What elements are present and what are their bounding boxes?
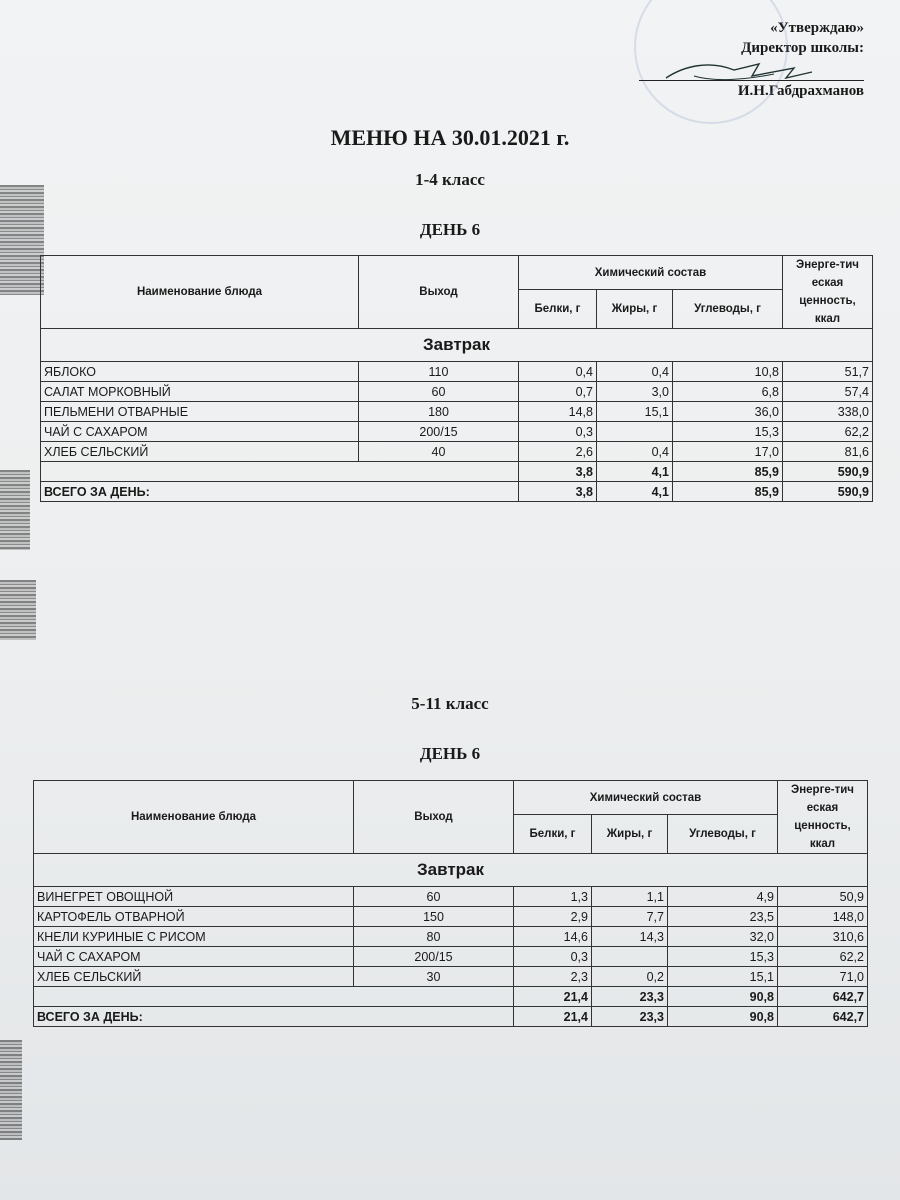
signature-line (639, 58, 864, 81)
fat-value: 15,1 (597, 402, 673, 422)
total-value: 90,8 (668, 1007, 778, 1027)
signature (664, 56, 814, 86)
protein-value: 0,7 (519, 382, 597, 402)
subtotal-value: 90,8 (668, 987, 778, 1007)
approval-line: «Утверждаю» (770, 20, 864, 36)
dish-name: ВИНЕГРЕТ ОВОЩНОЙ (34, 887, 354, 907)
table-row (41, 402, 873, 422)
protein-value: 1,3 (514, 887, 592, 907)
carbs-value: 15,3 (668, 947, 778, 967)
subtotal-row (41, 462, 873, 482)
dish-yield: 40 (359, 442, 519, 462)
header-fat: Жиры, г (597, 290, 673, 329)
table-row (41, 362, 873, 382)
carbs-value: 10,8 (673, 362, 783, 382)
carbs-value: 6,8 (673, 382, 783, 402)
total-value: 642,7 (778, 1007, 868, 1027)
total-row (34, 1007, 868, 1027)
dish-name: КНЕЛИ КУРИНЫЕ С РИСОМ (34, 927, 354, 947)
header-chem: Химический состав (519, 256, 783, 290)
header-energy: Энерге-тич еская ценность, ккал (778, 781, 868, 854)
header-dish: Наименование блюда (34, 781, 354, 854)
total-label: ВСЕГО ЗА ДЕНЬ: (41, 482, 519, 502)
dish-yield: 200/15 (354, 947, 514, 967)
table-row (41, 382, 873, 402)
subtotal-value: 642,7 (778, 987, 868, 1007)
total-value: 85,9 (673, 482, 783, 502)
menu-table (40, 255, 873, 502)
energy-value: 50,9 (778, 887, 868, 907)
subtotal-value: 21,4 (514, 987, 592, 1007)
meal-section: Завтрак (41, 329, 873, 362)
total-value: 23,3 (592, 1007, 668, 1027)
fat-value: 0,2 (592, 967, 668, 987)
page-title: МЕНЮ НА 30.01.2021 г. (330, 125, 570, 150)
energy-value: 148,0 (778, 907, 868, 927)
dish-yield: 200/15 (359, 422, 519, 442)
protein-value: 14,8 (519, 402, 597, 422)
header-carbs: Углеводы, г (673, 290, 783, 329)
subtotal-value: 23,3 (592, 987, 668, 1007)
protein-value: 2,9 (514, 907, 592, 927)
fat-value: 1,1 (592, 887, 668, 907)
day-heading: ДЕНЬ 6 (419, 220, 481, 239)
protein-value: 2,6 (519, 442, 597, 462)
carbs-value: 23,5 (668, 907, 778, 927)
energy-value: 71,0 (778, 967, 868, 987)
menu-table (33, 780, 868, 1027)
dish-name: ПЕЛЬМЕНИ ОТВАРНЫЕ (41, 402, 359, 422)
header-dish: Наименование блюда (41, 256, 359, 329)
grade-heading: 5-11 класс (411, 694, 489, 713)
dish-yield: 80 (354, 927, 514, 947)
scan-artifact (0, 185, 44, 295)
total-value: 21,4 (514, 1007, 592, 1027)
table-row (41, 442, 873, 462)
protein-value: 0,3 (514, 947, 592, 967)
total-label: ВСЕГО ЗА ДЕНЬ: (34, 1007, 514, 1027)
dish-name: ХЛЕБ СЕЛЬСКИЙ (41, 442, 359, 462)
energy-value: 310,6 (778, 927, 868, 947)
scan-artifact (0, 470, 30, 550)
protein-value: 2,3 (514, 967, 592, 987)
dish-name: ЯБЛОКО (41, 362, 359, 382)
fat-value: 0,4 (597, 442, 673, 462)
header-protein: Белки, г (519, 290, 597, 329)
header-protein: Белки, г (514, 815, 592, 854)
approval-block (639, 18, 864, 101)
subtotal-value: 3,8 (519, 462, 597, 482)
total-value: 4,1 (597, 482, 673, 502)
subtotal-row (34, 987, 868, 1007)
fat-value: 14,3 (592, 927, 668, 947)
total-value: 590,9 (783, 482, 873, 502)
carbs-value: 4,9 (668, 887, 778, 907)
carbs-value: 17,0 (673, 442, 783, 462)
header-chem: Химический состав (514, 781, 778, 815)
day-heading: ДЕНЬ 6 (419, 744, 481, 763)
meal-section: Завтрак (34, 854, 868, 887)
grade-heading: 1-4 класс (415, 170, 485, 189)
table-row (34, 927, 868, 947)
header-energy: Энерге-тич еская ценность, ккал (783, 256, 873, 329)
dish-yield: 60 (359, 382, 519, 402)
dish-name: САЛАТ МОРКОВНЫЙ (41, 382, 359, 402)
scan-artifact (0, 1040, 22, 1140)
dish-yield: 60 (354, 887, 514, 907)
header-yield: Выход (359, 256, 519, 329)
total-row (41, 482, 873, 502)
subtotal-spacer (41, 462, 519, 482)
energy-value: 81,6 (783, 442, 873, 462)
carbs-value: 15,1 (668, 967, 778, 987)
protein-value: 14,6 (514, 927, 592, 947)
table-row (34, 887, 868, 907)
approval-position: Директор школы: (741, 40, 864, 56)
carbs-value: 32,0 (668, 927, 778, 947)
header-carbs: Углеводы, г (668, 815, 778, 854)
total-value: 3,8 (519, 482, 597, 502)
dish-name: КАРТОФЕЛЬ ОТВАРНОЙ (34, 907, 354, 927)
subtotal-value: 590,9 (783, 462, 873, 482)
fat-value: 3,0 (597, 382, 673, 402)
fat-value: 7,7 (592, 907, 668, 927)
dish-yield: 110 (359, 362, 519, 382)
dish-name: ХЛЕБ СЕЛЬСКИЙ (34, 967, 354, 987)
director-name: И.Н.Габдрахманов (737, 83, 864, 99)
table-row (34, 907, 868, 927)
energy-value: 62,2 (783, 422, 873, 442)
subtotal-value: 85,9 (673, 462, 783, 482)
subtotal-spacer (34, 987, 514, 1007)
subtotal-value: 4,1 (597, 462, 673, 482)
table-row (34, 947, 868, 967)
carbs-value: 36,0 (673, 402, 783, 422)
carbs-value: 15,3 (673, 422, 783, 442)
header-yield: Выход (354, 781, 514, 854)
fat-value (597, 422, 673, 442)
energy-value: 51,7 (783, 362, 873, 382)
dish-yield: 150 (354, 907, 514, 927)
table-row (41, 422, 873, 442)
scan-artifact (0, 580, 36, 640)
table-row (34, 967, 868, 987)
protein-value: 0,4 (519, 362, 597, 382)
energy-value: 62,2 (778, 947, 868, 967)
dish-name: ЧАЙ С САХАРОМ (34, 947, 354, 967)
dish-yield: 30 (354, 967, 514, 987)
dish-name: ЧАЙ С САХАРОМ (41, 422, 359, 442)
fat-value: 0,4 (597, 362, 673, 382)
energy-value: 338,0 (783, 402, 873, 422)
fat-value (592, 947, 668, 967)
header-fat: Жиры, г (592, 815, 668, 854)
dish-yield: 180 (359, 402, 519, 422)
protein-value: 0,3 (519, 422, 597, 442)
energy-value: 57,4 (783, 382, 873, 402)
